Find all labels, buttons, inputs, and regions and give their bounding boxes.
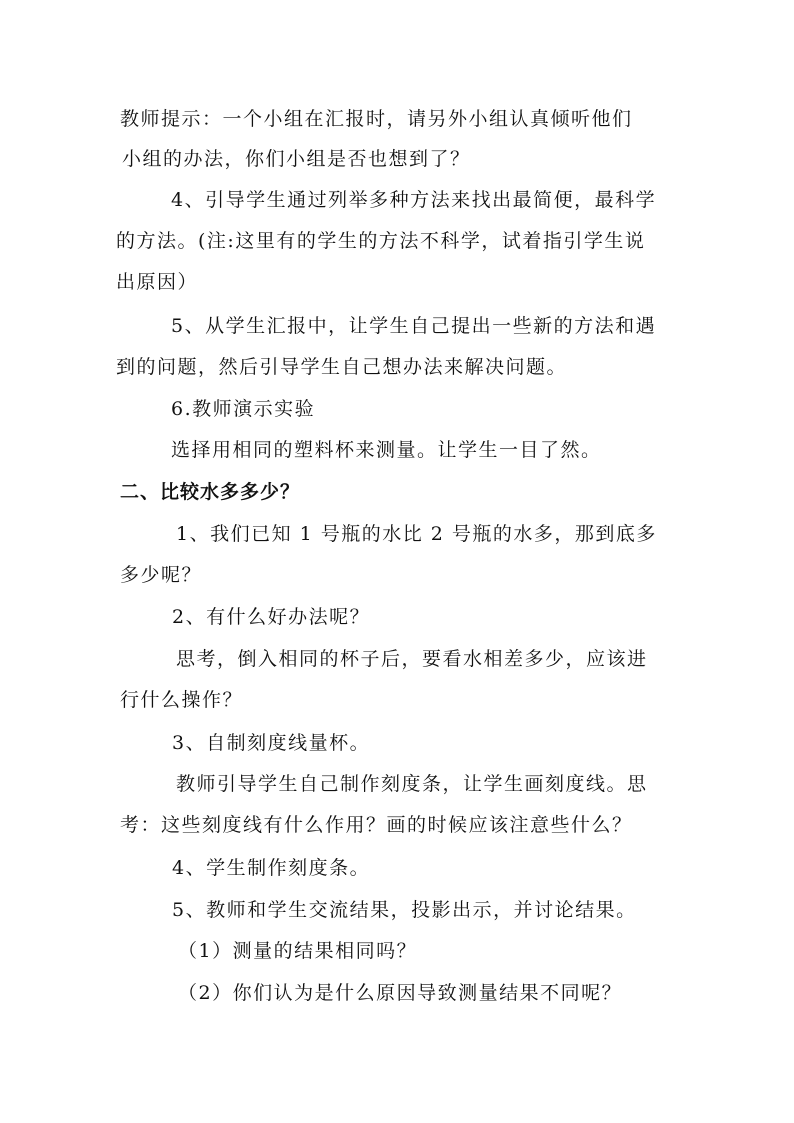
text-line: 小组的办法，你们小组是否也想到了？ — [122, 148, 471, 170]
text-line: 教师提示：一个小组在汇报时，请另外小组认真倾听他们 — [120, 108, 633, 130]
text-line: 选择用相同的塑料杯来测量。让学生一目了然。 — [171, 439, 602, 461]
text-line: 5、从学生汇报中，让学生自己提出一些新的方法和遇 — [171, 315, 657, 337]
text-line: 4、引导学生通过列举多种方法来找出最简便，最科学 — [171, 189, 657, 211]
text-line: 考：这些刻度线有什么作用？画的时候应该注意些什么？ — [120, 814, 633, 836]
text-line: 5、教师和学生交流结果，投影出示，并讨论结果。 — [172, 899, 637, 921]
text-line: 4、学生制作刻度条。 — [172, 857, 371, 879]
text-line: 1、我们已知 1 号瓶的水比 2 号瓶的水多，那到底多 — [176, 523, 657, 545]
section-heading: 二、比较水多多少？ — [120, 481, 301, 503]
text-line: 的方法。(注:这里有的学生的方法不科学，试着指引学生说 — [116, 230, 646, 252]
text-line: 多少呢？ — [120, 564, 203, 586]
text-line: 出原因） — [116, 271, 199, 293]
text-line: （1）测量的结果相同吗？ — [178, 940, 418, 962]
text-line: 2、有什么好办法呢？ — [172, 606, 371, 628]
text-line: 思考，倒入相同的杯子后，要看水相差多少，应该进 — [176, 648, 648, 670]
text-line: 教师引导学生自己制作刻度条，让学生画刻度线。思 — [176, 773, 648, 795]
text-line: 到的问题，然后引导学生自己想办法来解决问题。 — [116, 356, 568, 378]
text-line: 3、自制刻度线量杯。 — [172, 732, 371, 754]
text-line: 行什么操作？ — [120, 689, 244, 711]
text-line: （2）你们认为是什么原因导致测量结果不同呢？ — [178, 982, 623, 1004]
text-line: 6.教师演示实验 — [171, 398, 316, 420]
